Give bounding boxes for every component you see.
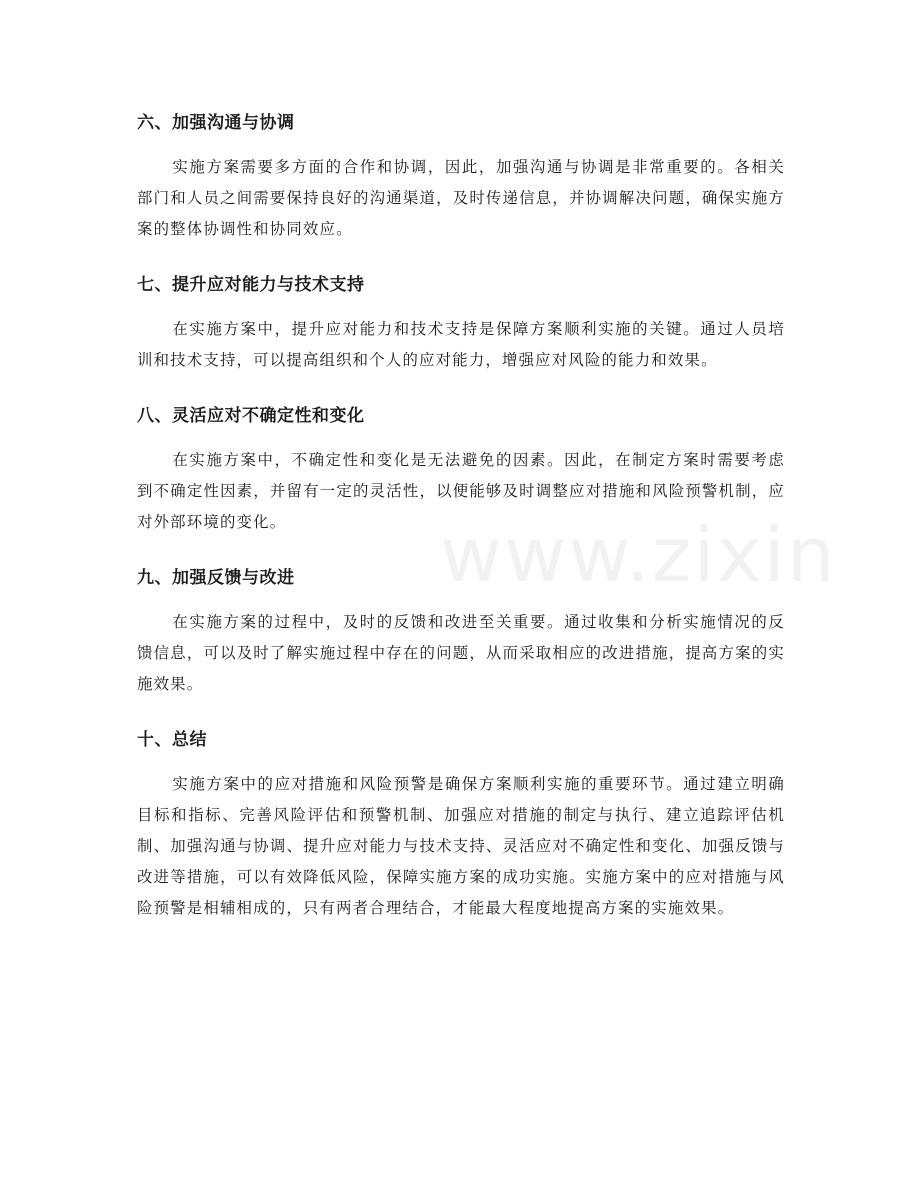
section-heading: 七、提升应对能力与技术支持 (137, 275, 365, 295)
section-heading: 九、加强反馈与改进 (137, 568, 295, 588)
section-paragraph: 在实施方案中，提升应对能力和技术支持是保障方案顺利实施的关键。通过人员培训和技术支持，可以提高组织和个人的应对能力，增强应对风险的能力和效果。 (137, 320, 785, 369)
watermark: www.zixin (440, 510, 837, 599)
section-heading: 八、灵活应对不确定性和变化 (137, 406, 365, 426)
section-summary (137, 717, 785, 924)
section-heading: 十、总结 (137, 730, 207, 750)
section-heading: 六、加强沟通与协调 (137, 113, 295, 133)
document-content (137, 100, 785, 941)
section-paragraph: 实施方案中的应对措施和风险预警是确保方案顺利实施的重要环节。通过建立明确目标和指标、完善风险评估和预警机制、加强应对措施的制定与执行、建立追踪评估机制、加强沟通与协调、提升应对能力与技术支持、灵活应对不确定性和变化、加强反馈与改进等措施，可以有效降低风险，保障实施方案的成功实施。实施方案中的应对措施与风险预警是相辅相成的，只有两者合理结合，才能最大程度地提高方案的实施效果。 (137, 775, 785, 917)
section-communication (137, 100, 785, 245)
section-flexibility (137, 393, 785, 538)
section-paragraph: 在实施方案中，不确定性和变化是无法避免的因素。因此，在制定方案时需要考虑到不确定性因素，并留有一定的灵活性，以便能够及时调整应对措施和风险预警机制，应对外部环境的变化。 (137, 451, 785, 531)
section-paragraph: 实施方案需要多方面的合作和协调，因此，加强沟通与协调是非常重要的。各相关部门和人员之间需要保持良好的沟通渠道，及时传递信息，并协调解决问题，确保实施方案的整体协调性和协同效应。 (137, 158, 785, 238)
section-capability (137, 262, 785, 376)
section-feedback (137, 555, 785, 700)
section-paragraph: 在实施方案的过程中，及时的反馈和改进至关重要。通过收集和分析实施情况的反馈信息，可以及时了解实施过程中存在的问题，从而采取相应的改进措施，提高方案的实施效果。 (137, 613, 785, 693)
